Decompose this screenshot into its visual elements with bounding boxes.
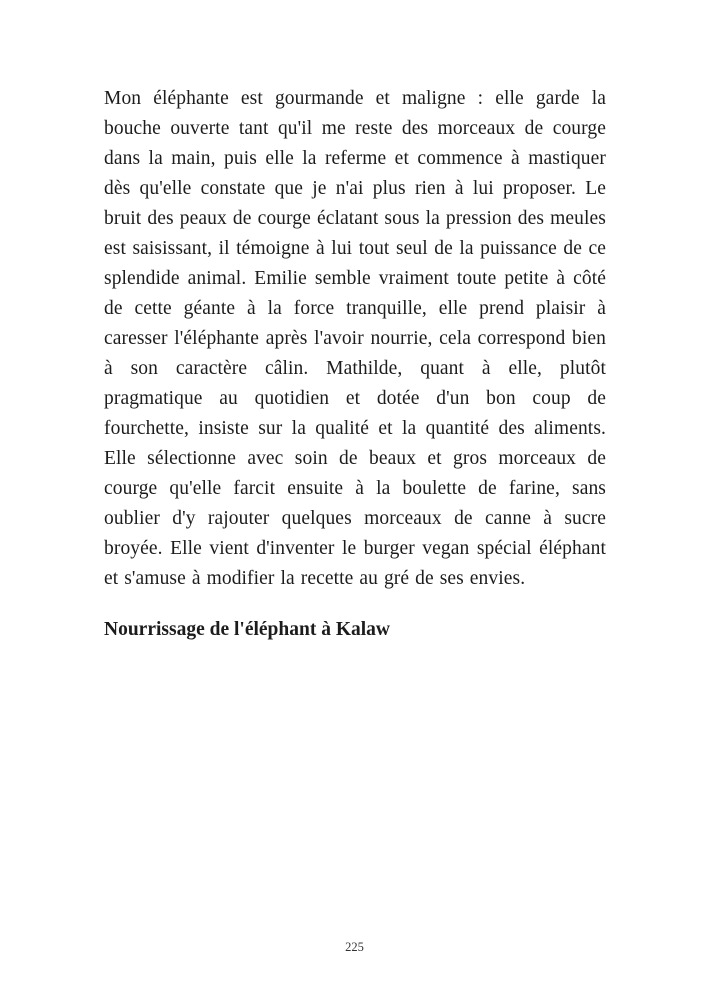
page-footer	[0, 938, 709, 956]
image-caption: Nourrissage de l'éléphant à Kalaw	[104, 619, 390, 640]
text-block	[104, 84, 606, 644]
page-number: 225	[345, 940, 364, 954]
body-paragraph: Mon éléphante est gourmande et maligne : elle garde la bouche ouverte tant qu'il me reste des morceaux de courge dans la main, puis elle la referme et commence à mastiquer dès qu'elle constate que je n'ai plus rien à lui proposer. Le bruit des peaux de courge éclatant sous la pression des meules est saisissant, il témoigne à lui tout seul de la puissance de ce splendide animal. Emilie semble vraiment toute petite à côté de cette géante à la force tranquille, elle prend plaisir à caresser l'éléphante après l'avoir nourrie, cela correspond bien à son caractère câlin. Mathilde, quant à elle, plutôt pragmatique au quotidien et dotée d'un bon coup de fourchette, insiste sur la qualité et la quantité des aliments. Elle sélectionne avec soin de beaux et gros morceaux de courge qu'elle farcit ensuite à la boulette de farine, sans oublier d'y rajouter quelques morceaux de canne à sucre broyée. Elle vient d'inventer le burger vegan spécial éléphant et s'amuse à modifier la recette au gré de ses envies.	[104, 88, 606, 589]
